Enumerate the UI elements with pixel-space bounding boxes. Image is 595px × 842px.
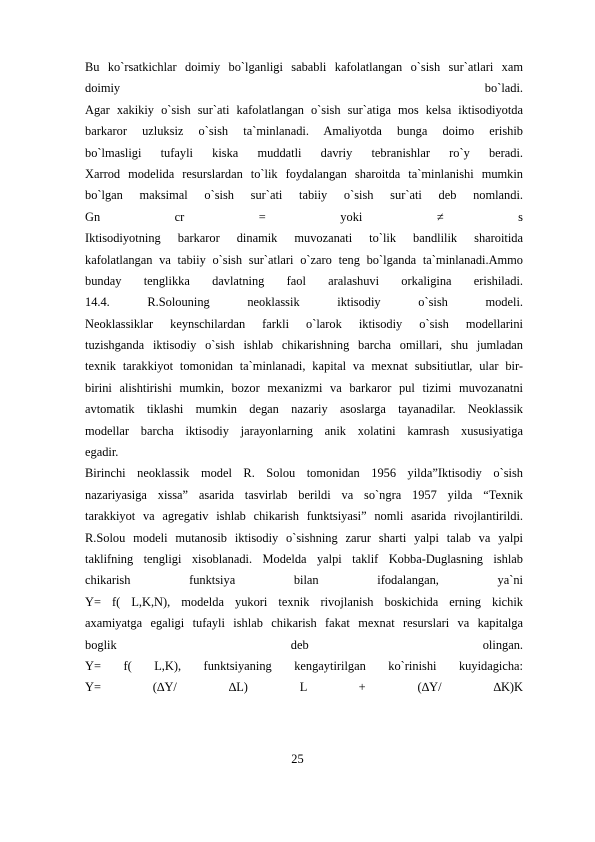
text-line: chikarish funktsiya bilan ifodalangan, ya`ni bbox=[85, 573, 523, 588]
text-line: texnik tarakkiyot tomonidan ta`minlanadi, kapital va mexnat subsitiutlar, ular bir- bbox=[85, 359, 523, 374]
text-line: birini alishtirishi mumkin, bozor mexanizmi va barkaror pul tizimi muvozanatni bbox=[85, 380, 523, 395]
text-line: boglik deb olingan. bbox=[85, 637, 523, 652]
text-line: Agar xakikiy o`sish sur`ati kafolatlangan o`sish sur`atiga mos kelsa iktisodiyotda bbox=[85, 102, 523, 117]
formula-line: Y= (∆Y/ ∆L) L + (∆Y/ ∆K)K bbox=[85, 680, 523, 695]
text-line: nazariyasiga xissa” asarida tasvirlab berildi va so`ngra 1957 yilda “Texnik bbox=[85, 487, 523, 502]
text-line: Bu ko`rsatkichlar doimiy bo`lganligi sababli kafolatlangan o`sish sur`atlari xam bbox=[85, 60, 523, 74]
page-number: 25 bbox=[291, 752, 304, 766]
text-line: egadir. bbox=[85, 445, 119, 460]
text-line: modellar barcha iktisodiy jarayonlarning anik xolatini kamrash xususiyatiga bbox=[85, 423, 523, 438]
text-line: tuzishganda iktisodiy o`sish ishlab chikarishning barcha omillari, shu jumladan bbox=[85, 338, 523, 353]
text-line: avtomatik tiklashi mumkin degan nazariy asoslarga tayanadilar. Neoklassik bbox=[85, 402, 523, 417]
text-line: kafolatlangan va tabiiy o`sish sur`atlari o`zaro teng bo`lganda ta`minlanadi.Ammo bbox=[85, 252, 523, 267]
text-line: bo`lmasligi tufayli kiska muddatli davriy tebranishlar ro`y beradi. bbox=[85, 145, 523, 160]
text-line: bunday tenglikka davlatning faol aralashuvi orkaligina erishiladi. bbox=[85, 273, 523, 288]
text-line: taklifning tengligi xisoblanadi. Modelda yalpi taklif Kobba-Duglasning ishlab bbox=[85, 551, 523, 566]
text-line: doimiy bo`ladi. bbox=[85, 81, 523, 96]
formula-line: Y= f( L,K,N), modelda yukori texnik rivojlanish boskichida erning kichik bbox=[85, 594, 523, 609]
text-line: Iktisodiyotning barkaror dinamik muvozanati to`lik bandlilik sharoitida bbox=[85, 231, 523, 246]
formula-line: Y= f( L,K), funktsiyaning kengaytirilgan ko`rinishi kuyidagicha: bbox=[85, 658, 523, 673]
text-line: Neoklassiklar keynschilardan farkli o`larok iktisodiy o`sish modellarini bbox=[85, 316, 523, 331]
formula-line: Gn cr = yoki ≠ s bbox=[85, 209, 523, 224]
text-line: bo`lgan maksimal o`sish sur`ati tabiiy o`sish sur`ati deb nomlandi. bbox=[85, 188, 523, 203]
document-body bbox=[85, 57, 523, 699]
text-line: Xarrod modelida resurslardan to`lik foydalangan sharoitda ta`minlanishi mumkin bbox=[85, 166, 523, 181]
text-line: barkaror uzluksiz o`sish ta`minlanadi. Amaliyotda bunga doimo erishib bbox=[85, 124, 523, 139]
text-line: tarakkiyot va agregativ ishlab chikarish funktsiyasi” nomli asarida rivojlantirildi. bbox=[85, 509, 523, 524]
text-line: R.Solou modeli mutanosib iktisodiy o`sishning zarur sharti yalpi talab va yalpi bbox=[85, 530, 523, 545]
text-line: axamiyatga egaligi tufayli ishlab chikarish fakat mexnat resurslari va kapitalga bbox=[85, 616, 523, 631]
text-line: Birinchi neoklassik model R. Solou tomonidan 1956 yilda”Iktisodiy o`sish bbox=[85, 466, 523, 481]
section-heading: 14.4. R.Solouning neoklassik iktisodiy o`sish modeli. bbox=[85, 295, 523, 310]
